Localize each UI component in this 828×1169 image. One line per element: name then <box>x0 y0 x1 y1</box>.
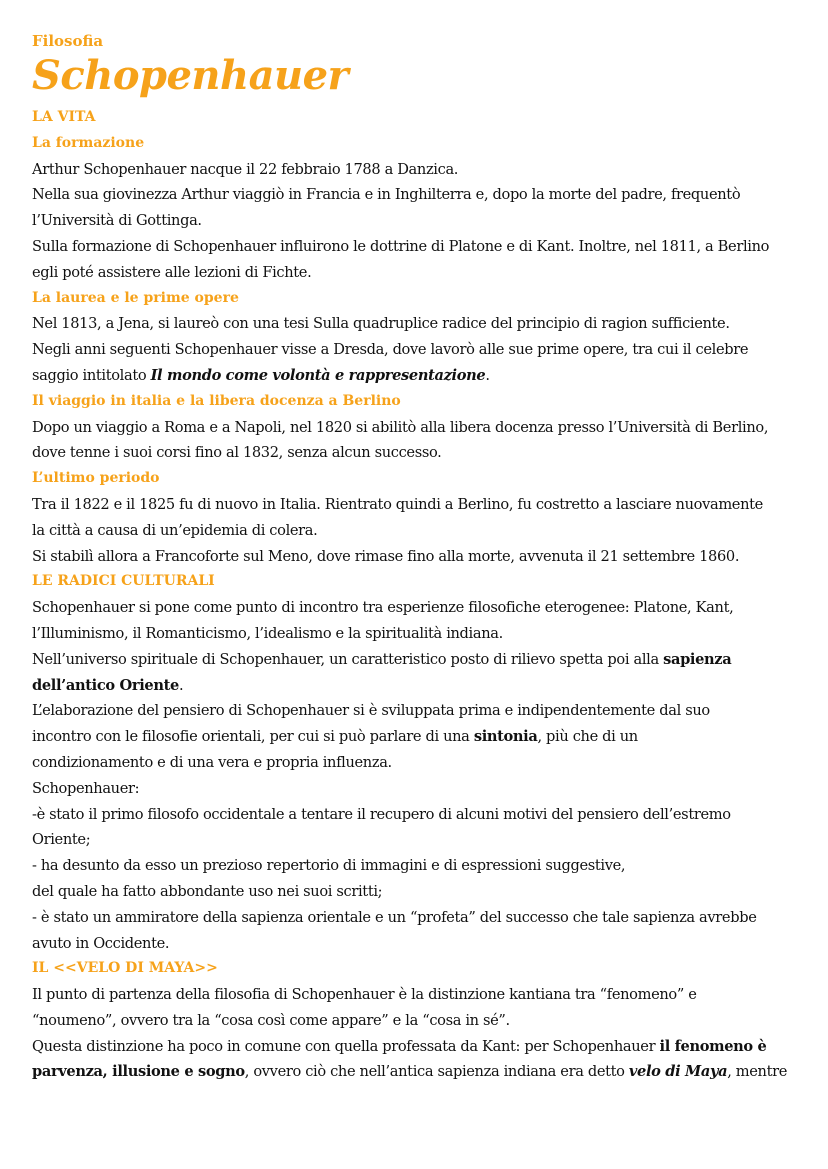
subject-label: Filosofia <box>32 32 104 50</box>
text-run: . <box>178 676 184 694</box>
document-body <box>32 105 802 1085</box>
text-line <box>32 750 802 776</box>
text-run: -è stato il primo filosofo occidentale a tentare il recupero di alcuni motivi del pensiero dell’estremo <box>32 805 731 823</box>
text-line <box>32 492 802 518</box>
section-heading: Il viaggio in italia e la libera docenza a Berlino <box>32 392 401 409</box>
text-line <box>32 415 802 441</box>
text-line <box>32 724 802 750</box>
text-line <box>32 208 802 234</box>
emphasis-text: il fenomeno è <box>659 1037 767 1055</box>
text-run: . <box>485 366 490 384</box>
emphasis-text: sapienza <box>663 650 732 668</box>
text-line <box>32 621 802 647</box>
section-heading: LE RADICI CULTURALI <box>32 573 215 590</box>
text-line <box>32 595 802 621</box>
text-run: Si stabilì allora a Francoforte sul Meno, dove rimase fino alla morte, avvenuta il 21 settembre 1860. <box>32 547 740 565</box>
text-run: del quale ha fatto abbondante uso nei suoi scritti; <box>32 882 383 900</box>
text-line <box>32 776 802 802</box>
text-line <box>32 802 802 828</box>
text-line <box>32 544 802 570</box>
text-run: L’elaborazione del pensiero di Schopenhauer si è sviluppata prima e indipendentemente dal suo <box>32 702 710 720</box>
text-line <box>32 440 802 466</box>
text-run: Nel 1813, a Jena, si laureò con una tesi Sulla quadruplice radice del principio di ragion sufficiente. <box>32 315 730 333</box>
text-run: “noumeno”, ovvero tra la “cosa così come appare” e la “cosa in sé”. <box>32 1011 510 1029</box>
document-page <box>32 32 802 1085</box>
text-run: egli poté assistere alle lezioni di Fichte. <box>32 263 312 281</box>
text-run: Schopenhauer si pone come punto di incontro tra esperienze filosofiche eterogenee: Platone, Kant, <box>32 599 734 617</box>
text-run: la città a causa di un’epidemia di colera. <box>32 521 318 539</box>
text-line <box>32 182 802 208</box>
text-run: Tra il 1822 e il 1825 fu di nuovo in Italia. Rientrato quindi a Berlino, fu costretto a lasciare nuovamente <box>32 495 763 513</box>
text-line <box>32 982 802 1008</box>
text-run: Oriente; <box>32 831 91 849</box>
text-run: l’Illuminismo, il Romanticismo, l’idealismo e la spiritualità indiana. <box>32 624 503 642</box>
text-line <box>32 853 802 879</box>
text-run: - ha desunto da esso un prezioso repertorio di immagini e di espressioni suggestive, <box>32 857 626 875</box>
text-line <box>32 1034 802 1060</box>
text-run: Dopo un viaggio a Roma e a Napoli, nel 1820 si abilitò alla libera docenza presso l’Università di Berlino, <box>32 418 769 436</box>
emphasis-text: dell’antico Oriente <box>32 676 179 694</box>
text-run: Il punto di partenza della filosofia di Schopenhauer è la distinzione kantiana tra “fenomeno” e <box>32 986 697 1004</box>
text-run: l’Università di Gottinga. <box>32 212 202 230</box>
text-run: Nell’universo spirituale di Schopenhauer, un caratteristico posto di rilievo spetta poi alla <box>32 650 664 668</box>
text-line <box>32 827 802 853</box>
text-run: Nella sua giovinezza Arthur viaggiò in Francia e in Inghilterra e, dopo la morte del padre, frequentò <box>32 186 741 204</box>
text-run: saggio intitolato <box>32 366 151 384</box>
text-line <box>32 157 802 183</box>
section-heading: La formazione <box>32 134 145 151</box>
text-line <box>32 673 802 699</box>
text-run: condizionamento e di una vera e propria influenza. <box>32 753 392 771</box>
text-line <box>32 1059 802 1085</box>
emphasis-text: parvenza, illusione e sogno <box>32 1063 245 1081</box>
text-run: , ovvero ciò che nell’antica sapienza indiana era detto <box>244 1063 629 1081</box>
text-line <box>32 311 802 337</box>
text-line <box>32 931 802 957</box>
text-line <box>32 905 802 931</box>
text-run: Sulla formazione di Schopenhauer influirono le dottrine di Platone e di Kant. Inoltre, nel 1811, a Berlino <box>32 237 770 255</box>
text-run: , mentre <box>727 1063 788 1081</box>
text-line <box>32 647 802 673</box>
text-line <box>32 518 802 544</box>
text-line <box>32 363 802 389</box>
text-run: Arthur Schopenhauer nacque il 22 febbraio 1788 a Danzica. <box>32 160 459 178</box>
text-line <box>32 260 802 286</box>
text-run: avuto in Occidente. <box>32 934 170 952</box>
text-line <box>32 234 802 260</box>
page-title: Schopenhauer <box>32 52 349 99</box>
text-run: , più che di un <box>537 728 638 746</box>
section-heading: La laurea e le prime opere <box>32 289 239 306</box>
text-run: Questa distinzione ha poco in comune con quella professata da Kant: per Schopenhauer <box>32 1037 660 1055</box>
text-run: dove tenne i suoi corsi fino al 1832, senza alcun successo. <box>32 444 442 462</box>
emphasis-text: velo di Maya <box>628 1063 728 1081</box>
text-line <box>32 337 802 363</box>
text-run: Schopenhauer: <box>32 779 140 797</box>
text-run: - è stato un ammiratore della sapienza orientale e un “profeta” del successo che tale sapienza avrebbe <box>32 908 757 926</box>
text-line <box>32 698 802 724</box>
emphasis-text: Il mondo come volontà e rappresentazione <box>150 366 486 384</box>
section-heading: L’ultimo periodo <box>32 470 160 487</box>
section-heading: IL <<VELO DI MAYA>> <box>32 960 218 977</box>
section-heading: LA VITA <box>32 109 96 125</box>
text-line <box>32 879 802 905</box>
text-line <box>32 1008 802 1034</box>
emphasis-text: sintonia <box>473 728 538 746</box>
text-run: incontro con le filosofie orientali, per cui si può parlare di una <box>32 728 474 746</box>
text-run: Negli anni seguenti Schopenhauer visse a Dresda, dove lavorò alle sue prime opere, tra cui il celebre <box>32 341 749 359</box>
